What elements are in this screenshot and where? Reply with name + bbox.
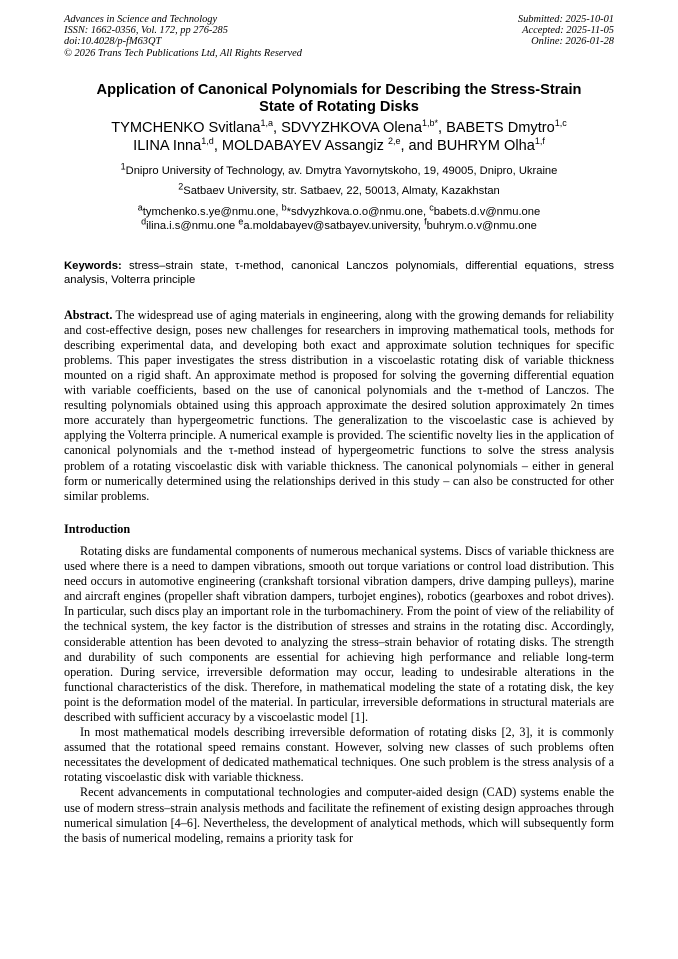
author-sup: 1,c [554, 117, 567, 128]
affiliation-text: Satbaev University, str. Satbaev, 22, 50013, Almaty, Kazakhstan [183, 184, 500, 197]
accepted-date: Accepted: 2025-11-05 [522, 25, 614, 37]
keywords-text: stress–strain state, τ-method, canonical Lanczos polynomials, differential equations, stress analysis, Volterra principle [64, 259, 614, 287]
email: a.moldabayev@satbayev.university, [243, 219, 425, 232]
copyright: © 2026 Trans Tech Publications Ltd, All Rights Reserved [64, 47, 302, 59]
email: *sdvyzhkova.o.o@nmu.one, [286, 205, 430, 218]
email-sup: c [429, 202, 434, 213]
title-line-2: State of Rotating Disks [259, 98, 419, 115]
intro-paragraph: Rotating disks are fundamental components of numerous mechanical systems. Discs of variable thickness are used where there is a need to dampen vibrations, smooth out torque variations or control load distribution. This need occurs in automotive engineering (crankshaft torsional vibration dampers, drive damping pulleys), marine and aircraft engines (propeller shaft vibration dampers, turbojet engines), robotics (gearboxes and robot drives). In particular, such discs play an important role in the turbomachinery. From the point of view of the reliability of the technical system, the key factor is the distribution of stresses and strains in the rotating disc. Accordingly, considerable attention has been devoted to analyzing the stress–strain behavior of rotating disks. The strength and durability of such components are essential for achieving high performance and reliable long-term operation. During service, irreversible deformation may occur, leading to undesirable alterations in the functional characteristics of the disk. Therefore, in mathematical modeling the state of a rotating disk, the key point is the deformation model of the material. In particular, irreversible deformations in structural materials are described with sufficient accuracy by a viscoelastic model [1]. [64, 543, 614, 724]
author-name: BUHRYM Olha [436, 137, 535, 154]
email-sup: b [281, 202, 287, 213]
author-sup: 1,a [260, 117, 273, 128]
author-name: MOLDABAYEV Assangiz [221, 137, 388, 154]
author-name: TYMCHENKO Svitlana [111, 119, 261, 136]
submitted-date: Submitted: 2025-10-01 [517, 14, 614, 25]
abstract-text: The widespread use of aging materials in engineering, along with the growing demands for reliability and cost-effective design, poses new challenges for researchers in improving mathematical tools, methods for describing experimental data, and developing both exact and approximate solution techniques for specific problems. This paper investigates the stress distribution in a viscoelastic rotating disk of variable thickness mounted on a rigid shaft. An approximate method is proposed for solving the governing differential equation with variable coefficients, based on the use of canonical polynomials and the τ-method of Lanczos. The resulting polynomials obtained using this approach approximate the desired solution approximately 2n times more accurately than hypergeometric functions. The generalization to the viscoelastic case is achieved by applying the Volterra principle. A numerical example is provided. The scientific novelty lies in the application of canonical polynomials and the τ-method instead of hypergeometric functions to solve the stress analysis problem of a rotating viscoelastic disk with variable thickness. The canonical polynomials – either in general form or numerically determined using the relationships derived in this study – can also be constructed for other similar problems. [64, 307, 614, 503]
author-name: ILINA Inna [133, 137, 202, 154]
email: tymchenko.s.ye@nmu.one, [142, 205, 282, 218]
author-emails [64, 202, 614, 233]
affiliation-2 [64, 181, 614, 198]
email: buhrym.o.v@nmu.one [426, 219, 537, 232]
author-sup: 1,f [534, 135, 545, 146]
author-sup: 1,b* [421, 117, 438, 128]
section-heading-introduction: Introduction [64, 521, 131, 536]
journal-info [64, 14, 302, 59]
abstract-label: Abstract. [64, 307, 113, 322]
email: babets.d.v@nmu.one [433, 205, 541, 218]
affiliation-1 [64, 161, 614, 178]
author-sup: 1,d [201, 135, 214, 146]
email: ilina.i.s@nmu.one [146, 219, 239, 232]
author-sup: 2,e [387, 135, 401, 146]
journal-name: Advances in Science and Technology [64, 14, 218, 25]
paper-title [64, 82, 614, 116]
title-line-1: Application of Canonical Polynomials for Describing the Stress-Strain [96, 81, 582, 98]
author-separator: , [437, 119, 447, 136]
email-sup: d [141, 216, 147, 227]
publication-dates [518, 14, 614, 59]
affiliation-text: Dnipro University of Technology, av. Dmytra Yavornytskoho, 19, 49005, Dnipro, Ukraine [125, 164, 558, 177]
email-sup: f [424, 216, 427, 227]
online-date: Online: 2026-01-28 [531, 36, 614, 48]
email-sup: a [137, 202, 143, 213]
email-sup: e [238, 216, 244, 227]
issn: ISSN: 1662-0356, Vol. 172, pp 276-285 [64, 25, 228, 37]
author-name: SDVYZHKOVA Olena [281, 119, 422, 136]
author-list [64, 119, 614, 155]
author-separator: , [213, 137, 222, 154]
keywords-label: Keywords: [64, 259, 122, 272]
keywords [64, 259, 614, 288]
affiliation-sup: 1 [120, 161, 126, 172]
author-separator: , and [400, 137, 437, 154]
doi: doi:10.4028/p-fM63QT [64, 36, 162, 48]
affiliation-sup: 2 [178, 181, 184, 192]
intro-paragraph: In most mathematical models describing irreversible deformation of rotating disks [2, 3], it is commonly assumed that the rotational speed remains constant. However, solving new classes of such problems often necessitates the development of dedicated mathematical techniques. One such problem is the stress analysis of a rotating viscoelastic disk with variable thickness. [64, 725, 614, 785]
author-separator: , [272, 119, 282, 136]
abstract [64, 308, 614, 504]
intro-paragraph: Recent advancements in computational technologies and computer-aided design (CAD) systems enable the use of modern stress–strain analysis methods and facilitate the refinement of existing design approaches through numerical simulation [4–6]. Nevertheless, the development of analytical methods, which will subsequently form the basis of numerical modeling, remains a priority task for [64, 785, 614, 845]
author-name: BABETS Dmytro [446, 119, 555, 136]
journal-header [64, 14, 614, 59]
